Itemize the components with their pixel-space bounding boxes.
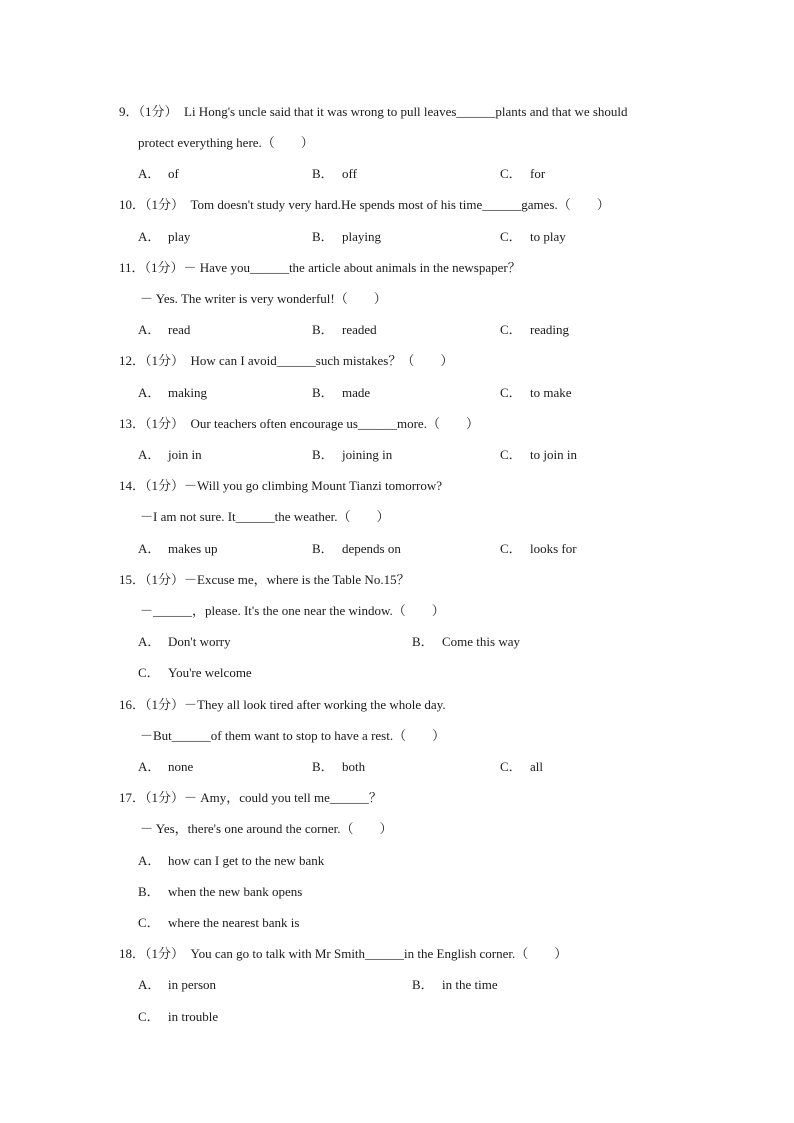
question-13-option-b[interactable]	[312, 445, 392, 465]
question-17-option-a[interactable]	[138, 851, 324, 871]
option-text: how can I get to the new bank	[168, 853, 325, 868]
question-15-reply: －______，please. It's the one near the window.（ ）	[140, 603, 445, 618]
option-text: all	[530, 759, 543, 774]
question-11-reply: － Yes. The writer is very wonderful!（ ）	[140, 291, 387, 306]
question-13-option-a[interactable]	[138, 445, 202, 465]
question-13-option-c[interactable]	[500, 445, 577, 465]
option-text: reading	[530, 322, 569, 337]
question-10-stem: 10．（1分） Tom doesn't study very hard.He spends most of his time______games.（ ）	[119, 197, 610, 212]
question-9-stem: 9．（1分） Li Hong's uncle said that it was wrong to pull leaves______plants and that we should	[119, 104, 628, 119]
option-letter: B．	[312, 759, 334, 774]
option-letter: B．	[312, 166, 334, 181]
question-10-option-c[interactable]	[500, 227, 566, 247]
question-14-stem: 14．（1分）－Will you go climbing Mount Tianzi tomorrow?	[119, 478, 443, 493]
option-letter: C．	[500, 759, 522, 774]
question-12-option-a[interactable]	[138, 383, 207, 403]
option-letter: C．	[500, 541, 522, 556]
option-text: making	[168, 385, 207, 400]
question-18-stem: 18．（1分） You can go to talk with Mr Smith______in the English corner.（ ）	[119, 946, 568, 961]
question-9-stem-continued: protect everything here.（ ）	[138, 135, 314, 150]
question-9-option-a[interactable]	[138, 164, 179, 184]
option-letter: A．	[138, 447, 161, 462]
option-letter: C．	[138, 915, 160, 930]
option-letter: B．	[138, 884, 160, 899]
question-11-option-b[interactable]	[312, 320, 377, 340]
question-17-stem: 17．（1分）－ Amy，could you tell me______？	[119, 790, 382, 805]
option-letter: B．	[312, 541, 334, 556]
question-9-option-b[interactable]	[312, 164, 357, 184]
option-text: when the new bank opens	[168, 884, 303, 899]
option-letter: C．	[500, 229, 522, 244]
option-text: where the nearest bank is	[168, 915, 300, 930]
option-text: Come this way	[442, 634, 520, 649]
question-14-option-b[interactable]	[312, 539, 401, 559]
question-15-stem: 15．（1分）－Excuse me，where is the Table No.15？	[119, 572, 410, 587]
option-text: You're welcome	[168, 665, 252, 680]
question-18-option-a[interactable]	[138, 975, 216, 995]
option-text: playing	[342, 229, 381, 244]
option-text: in person	[168, 977, 217, 992]
question-14-option-a[interactable]	[138, 539, 217, 559]
question-17-reply: － Yes，there's one around the corner.（ ）	[140, 821, 393, 836]
question-17-option-b[interactable]	[138, 882, 302, 902]
option-text: in trouble	[168, 1009, 219, 1024]
question-11-stem: 11．（1分）－ Have you______the article about animals in the newspaper？	[119, 260, 521, 275]
option-letter: A．	[138, 166, 161, 181]
question-17-option-c[interactable]	[138, 913, 299, 933]
option-text: in the time	[442, 977, 498, 992]
option-text: to play	[530, 229, 566, 244]
option-letter: C．	[500, 166, 522, 181]
question-15-option-c[interactable]	[138, 663, 252, 683]
question-14-option-c[interactable]	[500, 539, 577, 559]
question-16-option-a[interactable]	[138, 757, 193, 777]
option-text: play	[168, 229, 191, 244]
option-letter: A．	[138, 385, 161, 400]
option-letter: C．	[500, 447, 522, 462]
question-10-option-a[interactable]	[138, 227, 190, 247]
option-text: to make	[530, 385, 572, 400]
option-letter: A．	[138, 229, 161, 244]
option-letter: A．	[138, 322, 161, 337]
question-16-stem: 16．（1分）－They all look tired after working the whole day.	[119, 697, 446, 712]
option-letter: C．	[500, 322, 522, 337]
question-12-stem: 12．（1分） How can I avoid______such mistakes？（ ）	[119, 353, 454, 368]
question-14-reply: －I am not sure. It______the weather.（ ）	[140, 509, 390, 524]
question-12-option-c[interactable]	[500, 383, 572, 403]
option-text: makes up	[168, 541, 218, 556]
option-text: both	[342, 759, 366, 774]
option-text: none	[168, 759, 194, 774]
option-text: join in	[168, 447, 202, 462]
question-9-option-c[interactable]	[500, 164, 545, 184]
option-text: off	[342, 166, 357, 181]
question-18-option-c[interactable]	[138, 1007, 218, 1027]
option-letter: A．	[138, 541, 161, 556]
option-letter: B．	[312, 447, 334, 462]
option-letter: B．	[412, 977, 434, 992]
question-18-option-b[interactable]	[412, 975, 498, 995]
option-letter: B．	[412, 634, 434, 649]
option-letter: A．	[138, 634, 161, 649]
option-letter: B．	[312, 229, 334, 244]
question-12-option-b[interactable]	[312, 383, 370, 403]
option-text: made	[342, 385, 371, 400]
option-text: joining in	[342, 447, 393, 462]
question-11-option-a[interactable]	[138, 320, 190, 340]
option-text: readed	[342, 322, 377, 337]
option-letter: B．	[312, 385, 334, 400]
option-text: looks for	[530, 541, 577, 556]
question-16-option-b[interactable]	[312, 757, 365, 777]
question-10-option-b[interactable]	[312, 227, 381, 247]
question-16-option-c[interactable]	[500, 757, 543, 777]
option-letter: B．	[312, 322, 334, 337]
option-text: depends on	[342, 541, 401, 556]
option-letter: C．	[138, 665, 160, 680]
option-letter: A．	[138, 977, 161, 992]
question-16-reply: －But______of them want to stop to have a rest.（ ）	[140, 728, 446, 743]
option-letter: A．	[138, 853, 161, 868]
option-text: for	[530, 166, 546, 181]
question-11-option-c[interactable]	[500, 320, 569, 340]
question-13-stem: 13．（1分） Our teachers often encourage us______more.（ ）	[119, 416, 479, 431]
question-15-option-b[interactable]	[412, 632, 520, 652]
option-text: to join in	[530, 447, 577, 462]
option-letter: A．	[138, 759, 161, 774]
option-text: of	[168, 166, 179, 181]
option-letter: C．	[500, 385, 522, 400]
question-15-option-a[interactable]	[138, 632, 231, 652]
option-text: Don't worry	[168, 634, 231, 649]
option-text: read	[168, 322, 191, 337]
option-letter: C．	[138, 1009, 160, 1024]
